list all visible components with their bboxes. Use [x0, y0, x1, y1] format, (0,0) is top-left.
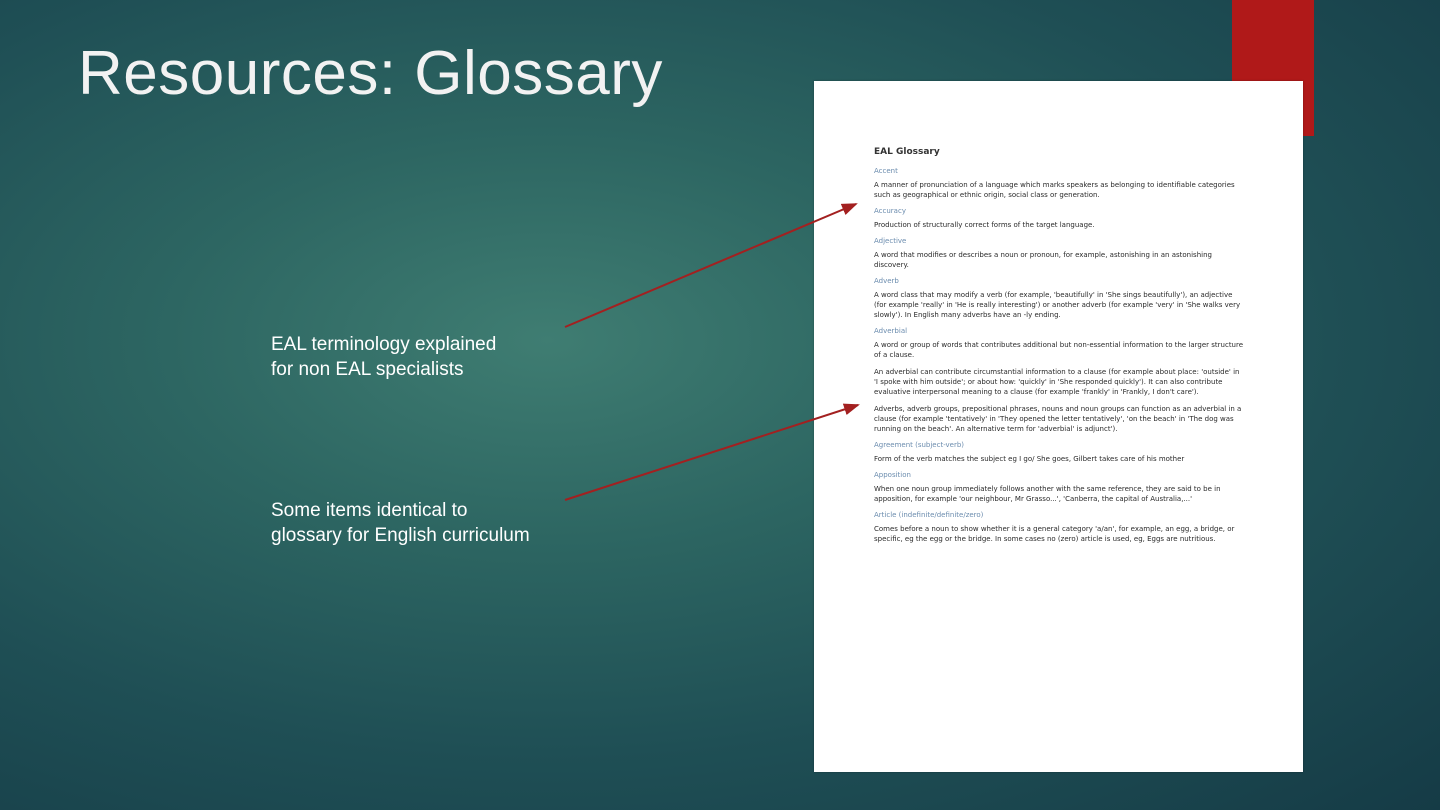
- slide-title: Resources: Glossary: [78, 39, 663, 108]
- glossary-definition: Adverbs, adverb groups, prepositional phrases, nouns and noun groups can function as an adverbial in a clause (for example 'tentatively' in 'They opened the letter tentatively', 'on the beach' in 'The dog was running on the beach'. An alternative term for 'adverbial' is adjunct').: [874, 405, 1242, 433]
- bullet-line: EAL terminology explained: [271, 334, 497, 355]
- glossary-document-content: [874, 147, 1244, 551]
- glossary-definition: Form of the verb matches the subject eg I go/ She goes, Gilbert takes care of his mother: [874, 455, 1185, 463]
- glossary-term: Apposition: [874, 471, 911, 479]
- glossary-definition: Production of structurally correct forms of the target language.: [874, 221, 1095, 229]
- glossary-definition: A word or group of words that contributes additional but non-essential information to the larger structure of a clause.: [874, 341, 1244, 359]
- glossary-term: Adverbial: [874, 327, 908, 335]
- bullet-line: glossary for English curriculum: [271, 525, 530, 546]
- glossary-term: Adverb: [874, 277, 899, 285]
- bullet-line: for non EAL specialists: [271, 359, 464, 380]
- glossary-term: Accuracy: [874, 207, 906, 215]
- glossary-definition: Comes before a noun to show whether it is a general category 'a/an', for example, an egg, a bridge, or specific, eg the egg or the bridge. In some cases no (zero) article is used, eg, Eggs are nutritious.: [874, 525, 1235, 543]
- glossary-term: Article (indefinite/definite/zero): [874, 511, 984, 519]
- glossary-entries: [874, 167, 1244, 544]
- glossary-definition: A word that modifies or describes a noun or pronoun, for example, astonishing in an astonishing discovery.: [874, 251, 1212, 269]
- document-title: EAL Glossary: [874, 147, 940, 157]
- bullet-identical-items: [271, 498, 591, 548]
- arrow-to-accent-entry: [565, 204, 856, 327]
- glossary-term: Agreement (subject-verb): [874, 441, 965, 449]
- bullet-line: Some items identical to: [271, 500, 468, 521]
- bullet-eal-terminology: [271, 332, 591, 382]
- glossary-term: Adjective: [874, 237, 907, 245]
- glossary-definition: A word class that may modify a verb (for example, 'beautifully' in 'She sings beautifully'), an adjective (for example 'really' in 'He is really interesting') or another adverb (for example 'very' in 'She walks very slowly'). In English many adverbs have an -ly ending.: [874, 291, 1241, 319]
- glossary-definition: An adverbial can contribute circumstantial information to a clause (for example about place: 'outside' in 'I spoke with him outside'; or about how: 'quickly' in 'She responded quickly'). It can also contribute evaluative interpersonal meaning to a clause (for example 'frankly' in 'Frankly, I don't care').: [874, 368, 1240, 396]
- glossary-definition: When one noun group immediately follows another with the same reference, they are said to be in apposition, for example 'our neighbour, Mr Grasso...', 'Canberra, the capital of Australia,...': [874, 485, 1221, 503]
- glossary-term: Accent: [874, 167, 898, 175]
- glossary-definition: A manner of pronunciation of a language which marks speakers as belonging to identifiable categories such as geographical or ethnic origin, social class or generation.: [874, 181, 1235, 199]
- glossary-document-image: [814, 81, 1303, 772]
